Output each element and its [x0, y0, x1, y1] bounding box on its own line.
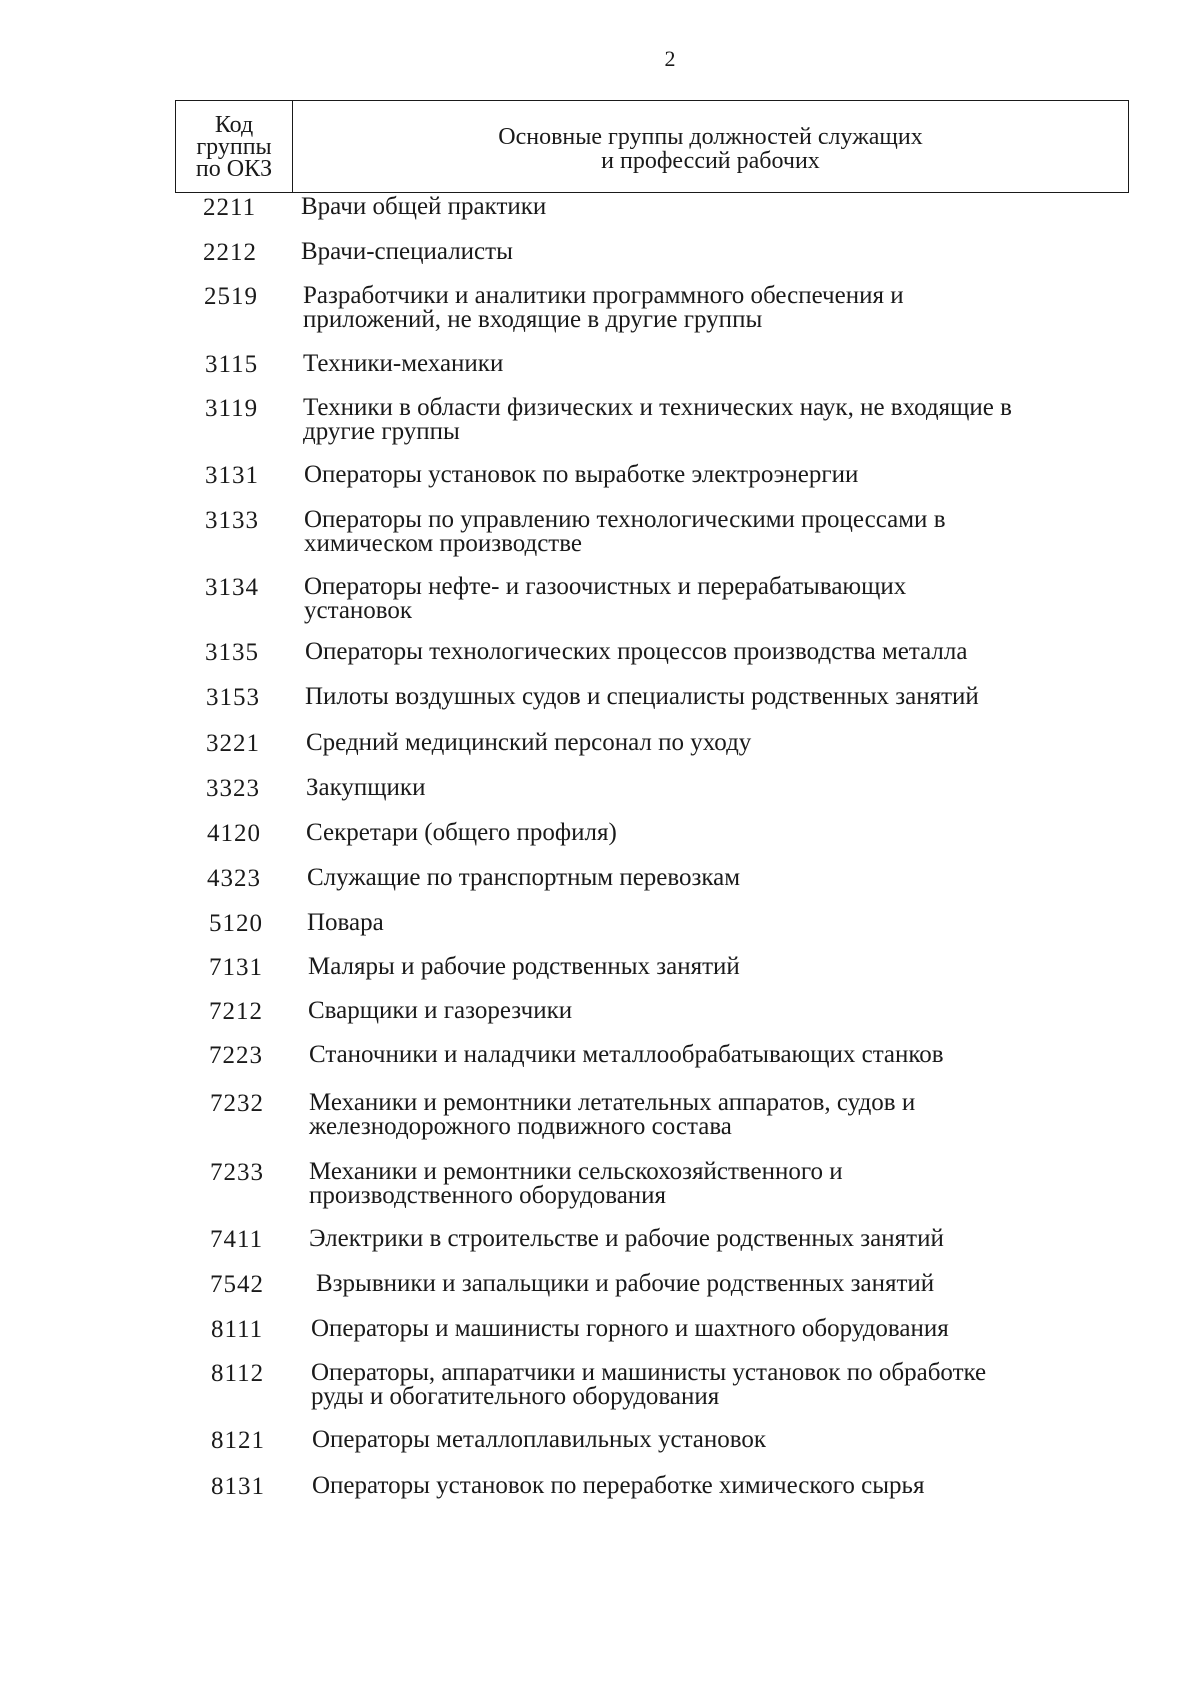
occupation-group-line: другие группы: [303, 418, 460, 445]
okz-code: 3153: [206, 684, 260, 711]
occupation-group-line: Закупщики: [306, 774, 426, 801]
header-code-line: Код: [214, 111, 254, 138]
okz-code: 2211: [203, 194, 257, 221]
header-title-line: и профессий рабочих: [601, 147, 820, 174]
occupation-group-line: Разработчики и аналитики программного обеспечения и: [303, 282, 904, 309]
occupation-group-name: [301, 240, 1131, 264]
occupation-group-name: [306, 776, 1136, 800]
okz-code: 4120: [207, 820, 261, 847]
okz-code: 8131: [211, 1473, 265, 1500]
occupation-group-line: Сварщики и газорезчики: [308, 997, 573, 1024]
occupation-group-line: Операторы, аппаратчики и машинисты установок по обработке: [311, 1359, 987, 1386]
okz-code: 7411: [210, 1226, 264, 1253]
okz-code: 2212: [203, 239, 257, 266]
occupation-group-line: Механики и ремонтники летательных аппаратов, судов и: [309, 1089, 916, 1116]
occupation-group-name: [309, 1160, 1139, 1208]
occupation-group-line: Операторы и машинисты горного и шахтного оборудования: [311, 1315, 949, 1342]
occupation-group-line: Врачи общей практики: [301, 193, 547, 220]
occupation-group-name: [312, 1474, 1142, 1498]
occupation-group-line: Электрики в строительстве и рабочие родственных занятий: [309, 1225, 944, 1252]
occupation-group-name: [306, 821, 1136, 845]
occupation-group-line: Станочники и наладчики металлообрабатывающих станков: [309, 1041, 944, 1068]
occupation-group-line: Операторы технологических процессов производства металла: [305, 638, 968, 665]
occupation-group-name: [307, 866, 1137, 890]
occupation-group-name: [303, 284, 1133, 332]
occupation-group-line: Пилоты воздушных судов и специалисты родственных занятий: [305, 683, 979, 710]
okz-code: 5120: [209, 910, 263, 937]
occupation-group-line: Средний медицинский персонал по уходу: [306, 729, 752, 756]
occupation-group-line: химическом производстве: [304, 530, 582, 557]
okz-code: 3221: [206, 730, 260, 757]
okz-code: 3323: [206, 775, 260, 802]
occupation-group-line: Повара: [307, 909, 384, 936]
occupation-group-name: [311, 1317, 1141, 1341]
okz-code: 7212: [209, 998, 263, 1025]
occupation-group-name: [306, 731, 1136, 755]
occupation-group-name: [304, 575, 1134, 623]
occupation-group-line: железнодорожного подвижного состава: [309, 1113, 732, 1140]
okz-code: 8111: [211, 1316, 264, 1343]
occupation-group-name: [316, 1272, 1146, 1296]
occupation-group-line: руды и обогатительного оборудования: [311, 1383, 720, 1410]
header-code-line: группы: [196, 133, 272, 160]
occupation-group-line: Техники-механики: [303, 350, 504, 377]
occupation-group-name: [303, 396, 1133, 444]
occupation-group-name: [307, 911, 1137, 935]
occupation-group-line: Операторы установок по выработке электроэнергии: [304, 461, 859, 488]
occupation-group-name: [304, 463, 1134, 487]
occupation-group-line: Врачи-специалисты: [301, 238, 513, 265]
occupation-group-name: [309, 1091, 1139, 1139]
okz-code: 7223: [209, 1042, 263, 1069]
occupation-group-line: Операторы установок по переработке химического сырья: [312, 1472, 925, 1499]
occupation-group-line: Операторы металлоплавильных установок: [312, 1426, 767, 1453]
occupation-group-name: [308, 999, 1138, 1023]
occupation-group-name: [301, 195, 1131, 219]
occupation-group-line: Операторы по управлению технологическими процессами в: [304, 506, 946, 533]
okz-code: 3115: [205, 351, 259, 378]
occupation-group-name: [309, 1227, 1139, 1251]
okz-code: 7542: [210, 1271, 264, 1298]
occupation-group-name: [305, 685, 1135, 709]
page-number: 2: [664, 46, 676, 71]
header-title-line: Основные группы должностей служащих: [498, 123, 923, 150]
okz-code: 3135: [205, 639, 259, 666]
okz-code: 4323: [207, 865, 261, 892]
okz-code: 7233: [210, 1159, 264, 1186]
okz-code: 3131: [205, 462, 259, 489]
occupation-group-name: [304, 508, 1134, 556]
occupation-group-line: производственного оборудования: [309, 1182, 667, 1209]
okz-code: 3133: [205, 507, 259, 534]
occupation-group-name: [305, 640, 1135, 664]
occupation-group-line: приложений, не входящие в другие группы: [303, 306, 763, 333]
occupation-group-line: Механики и ремонтники сельскохозяйственного и: [309, 1158, 843, 1185]
okz-code: 8121: [211, 1427, 265, 1454]
okz-code: 8112: [211, 1360, 265, 1387]
occupation-group-line: Техники в области физических и технических наук, не входящие в: [303, 394, 1012, 421]
occupation-group-line: Операторы нефте- и газоочистных и перерабатывающих: [304, 573, 907, 600]
okz-code: 2519: [204, 283, 258, 310]
occupation-group-line: Маляры и рабочие родственных занятий: [308, 953, 740, 980]
occupation-group-name: [308, 955, 1138, 979]
occupation-group-name: [309, 1043, 1139, 1067]
occupation-group-line: Взрывники и запальщики и рабочие родственных занятий: [316, 1270, 935, 1297]
okz-code: 7131: [209, 954, 263, 981]
occupation-group-line: Служащие по транспортным перевозкам: [307, 864, 741, 891]
occupation-group-line: Секретари (общего профиля): [306, 819, 617, 846]
okz-code: 7232: [210, 1090, 264, 1117]
occupation-group-name: [303, 352, 1133, 376]
occupation-group-name: [312, 1428, 1142, 1452]
okz-code: 3119: [205, 395, 259, 422]
occupation-group-name: [311, 1361, 1141, 1409]
okz-code: 3134: [205, 574, 259, 601]
occupation-group-line: установок: [304, 597, 413, 624]
header-code-line: по ОКЗ: [195, 155, 273, 182]
